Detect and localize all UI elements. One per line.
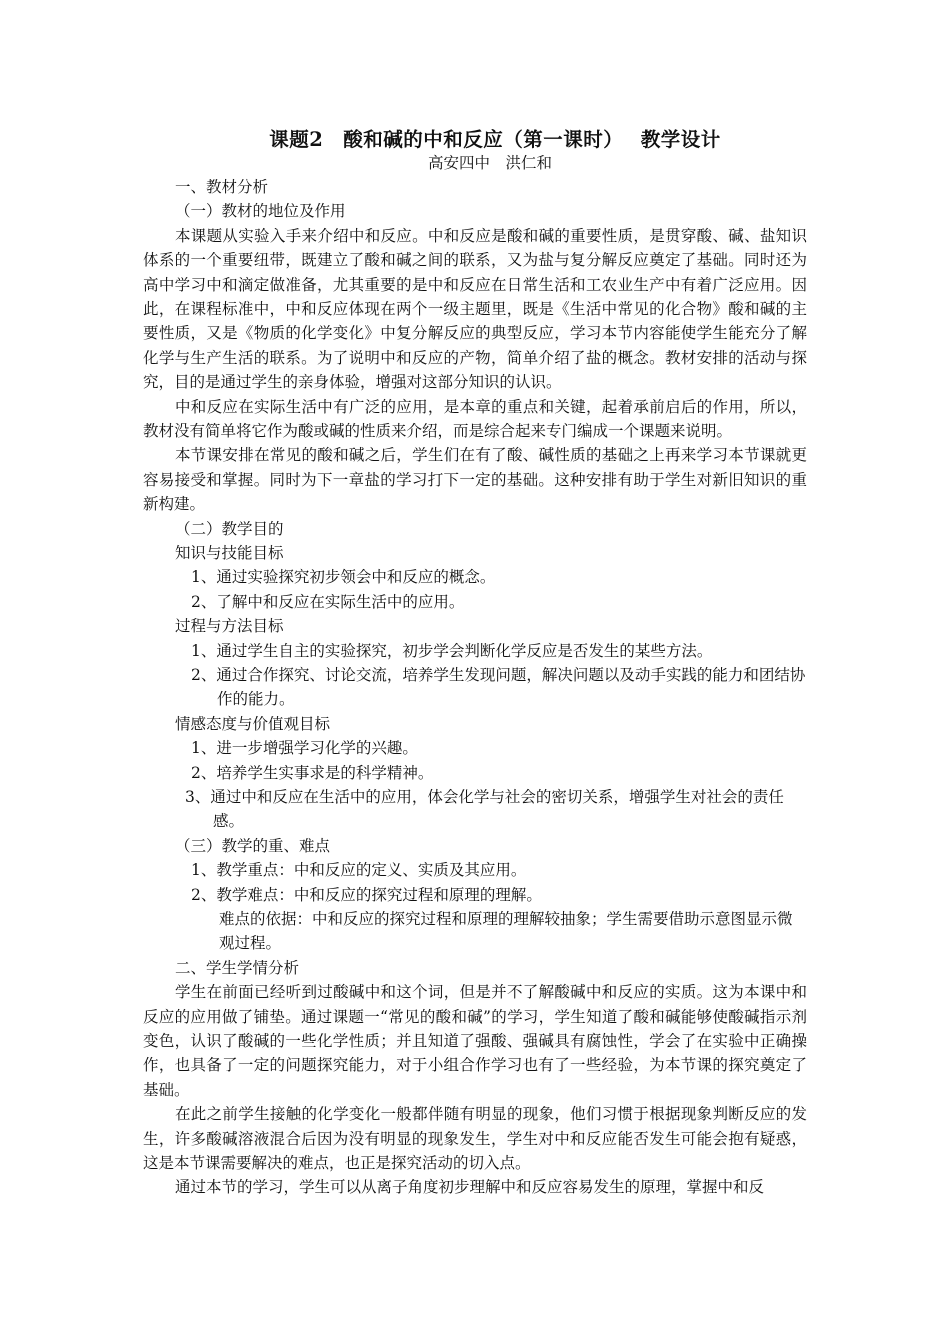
paragraph-3: 本节课安排在常见的酸和碱之后，学生们在有了酸、碱性质的基础之上再来学习本节课就更容易接受和掌握。同时为下一章盐的学习打下一定的基础。这种安排有助于学生对新旧知识的重新构建。 <box>143 446 807 514</box>
goal-item: 1、进一步增强学习化学的兴趣。 <box>191 739 418 758</box>
goal-item: 1、通过实验探究初步领会中和反应的概念。 <box>191 568 496 587</box>
document-title: 课题2 酸和碱的中和反应（第一课时） 教学设计 <box>269 128 721 151</box>
goal-item: 2、了解中和反应在实际生活中的应用。 <box>191 592 465 611</box>
section-heading-2: 二、学生学情分析 <box>175 958 300 977</box>
subsection-heading-3: （三）教学的重、难点 <box>175 836 331 855</box>
key-point-item: 2、教学难点：中和反应的探究过程和原理的理解。 <box>191 885 542 904</box>
goal-heading-attitude: 情感态度与价值观目标 <box>175 714 331 733</box>
goal-heading-process: 过程与方法目标 <box>175 617 284 636</box>
document-body <box>143 175 807 1200</box>
goal-item: 1、通过学生自主的实验探究，初步学会判断化学反应是否发生的某些方法。 <box>191 641 713 660</box>
paragraph-5: 在此之前学生接触的化学变化一般都伴随有明显的现象，他们习惯于根据现象判断反应的发生，许多酸碱溶液混合后因为没有明显的现象发生，学生对中和反应能否发生可能会抱有疑惑，这是本节课需要解决的难点，也正是探究活动的切入点。 <box>143 1105 807 1173</box>
paragraph-4: 学生在前面已经听到过酸碱中和这个词，但是并不了解酸碱中和反应的实质。这为本课中和反应的应用做了铺垫。通过课题一“常见的酸和碱”的学习，学生知道了酸和碱能够使酸碱指示剂变色，认识了酸碱的一些化学性质；并且知道了强酸、强碱具有腐蚀性，学会了在实验中正确操作，也具备了一定的问题探究能力，对于小组合作学习也有了一些经验，为本节课的探究奠定了基础。 <box>143 983 807 1099</box>
key-point-item: 1、教学重点：中和反应的定义、实质及其应用。 <box>191 861 527 880</box>
paragraph-2: 中和反应在实际生活中有广泛的应用，是本章的重点和关键，起着承前启后的作用，所以，教材没有简单将它作为酸或碱的性质来介绍，而是综合起来专门编成一个课题来说明。 <box>143 397 807 441</box>
paragraph-6: 通过本节的学习，学生可以从离子角度初步理解中和反应容易发生的原理，掌握中和反 <box>175 1178 765 1197</box>
goal-heading-knowledge: 知识与技能目标 <box>175 544 284 563</box>
subsection-heading-1: （一）教材的地位及作用 <box>175 202 346 221</box>
goal-item: 3、通过中和反应在生活中的应用，体会化学与社会的密切关系，增强学生对社会的责任感。 <box>185 787 784 831</box>
paragraph-1: 本课题从实验入手来介绍中和反应。中和反应是酸和碱的重要性质，是贯穿酸、碱、盐知识体系的一个重要纽带，既建立了酸和碱之间的联系，又为盐与复分解反应奠定了基础。同时还为高中学习中和滴定做准备，尤其重要的是中和反应在日常生活和工农业生产中有着广泛应用。因此，在课程标准中，中和反应体现在两个一级主题里，既是《生活中常见的化合物》酸和碱的主要性质，又是《物质的化学变化》中复分解反应的典型反应，学习本节内容能使学生能充分了解化学与生产生活的联系。为了说明中和反应的产物，简单介绍了盐的概念。教材安排的活动与探究，目的是通过学生的亲身体验，增强对这部分知识的认识。 <box>143 226 807 392</box>
section-heading-1: 一、教材分析 <box>175 178 269 196</box>
goal-item: 2、通过合作探究、讨论交流，培养学生发现问题，解决问题以及动手实践的能力和团结协作的能力。 <box>191 666 806 709</box>
difficulty-basis: 难点的依据：中和反应的探究过程和原理的理解较抽象；学生需要借助示意图显示微观过程。 <box>219 909 793 953</box>
author-line: 高安四中 洪仁和 <box>427 154 552 172</box>
subsection-heading-2: （二）教学目的 <box>175 519 284 538</box>
goal-item: 2、培养学生实事求是的科学精神。 <box>191 763 434 782</box>
